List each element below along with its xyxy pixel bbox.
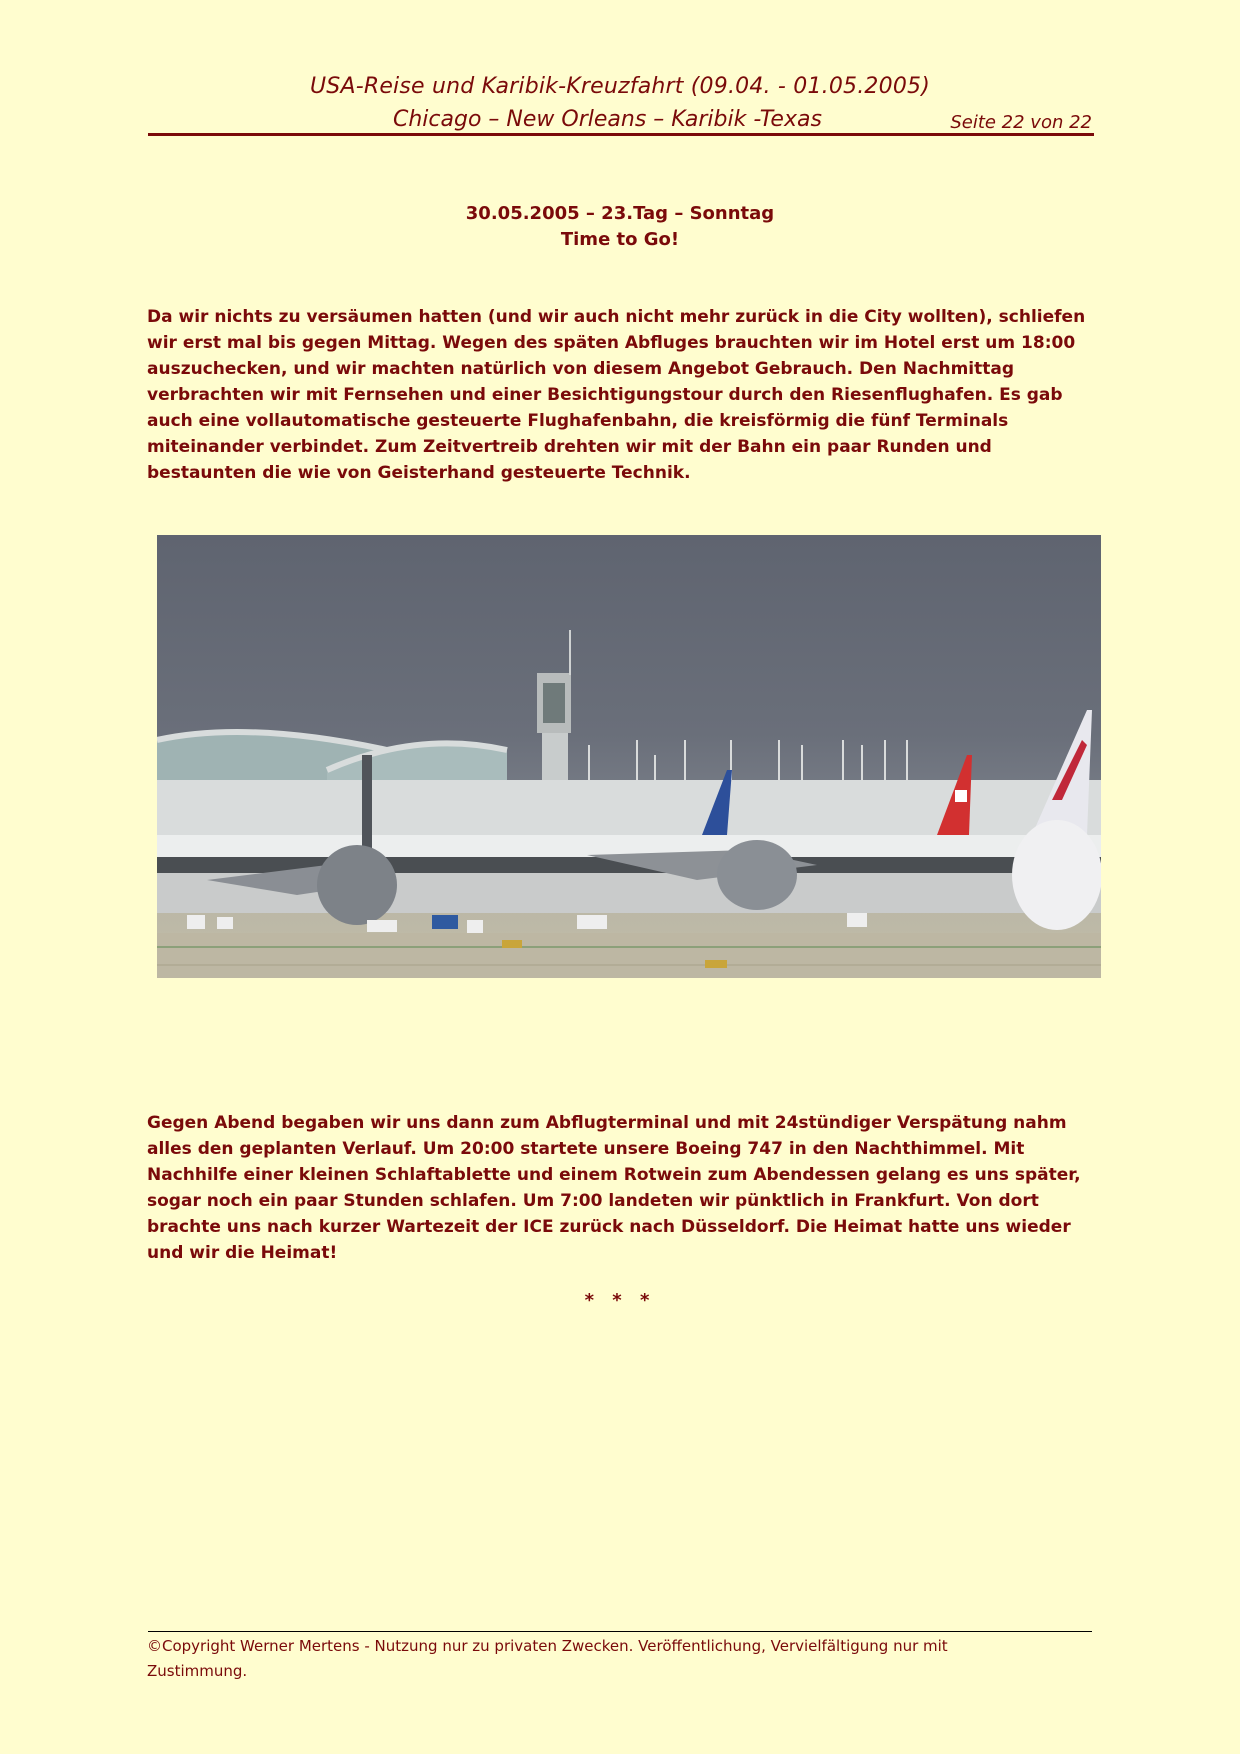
airport-scene-illustration: [157, 535, 1101, 978]
section-separator: * * *: [584, 1290, 656, 1311]
body-paragraph-2: Gegen Abend begaben wir uns dann zum Abflugterminal und mit 24stündiger Verspätung nahm alles den geplanten Verlauf. Um 20:00 startete unsere Boeing 747 in den Nachthimmel. Mit Nachhilfe einer kleinen Schlaftablette und einem Rotwein zum Abendessen gelang es uns später, sogar noch ein paar Stunden schlafen. Um 7:00 landeten wir pünktlich in Frankfurt. Von dort brachte uns nach kurzer Wartezeit der ICE zurück nach Düsseldorf. Die Heimat hatte uns wieder und wir die Heimat!: [147, 1113, 1081, 1263]
document-title: USA-Reise und Karibik-Kreuzfahrt (09.04. - 01.05.2005): [309, 74, 931, 99]
day-subtitle: Time to Go!: [560, 229, 680, 250]
day-heading: [0, 201, 1240, 253]
page-number: Seite 22 von 22: [950, 112, 1092, 133]
route-subtitle: Chicago – New Orleans – Karibik -Texas: [393, 107, 822, 132]
day-date-line: 30.05.2005 – 23.Tag – Sonntag: [465, 203, 775, 224]
body-paragraph-1: Da wir nichts zu versäumen hatten (und wir auch nicht mehr zurück in die City wollten), schliefen wir erst mal bis gegen Mittag. Wegen des späten Abfluges brauchten wir im Hotel erst um 18:00 auszuchecken, und wir machten natürlich von diesem Angebot Gebrauch. Den Nachmittag verbrachten wir mit Fernsehen und einer Besichtigungstour durch den Riesenflughafen. Es gab auch eine vollautomatische gesteuerte Flughafenbahn, die kreisförmig die fünf Terminals miteinander verbindet. Zum Zeitvertreib drehten wir mit der Bahn ein paar Runden und bestaunten die wie von Geisterhand gesteuerte Technik.: [147, 307, 1086, 483]
copyright-notice: ©Copyright Werner Mertens - Nutzung nur zu privaten Zwecken. Veröffentlichung, Vervielfältigung nur mit Zustimmung.: [147, 1637, 948, 1680]
airport-photo: [157, 535, 1101, 978]
header-divider: [148, 133, 1094, 136]
footer-divider: [148, 1631, 1092, 1632]
